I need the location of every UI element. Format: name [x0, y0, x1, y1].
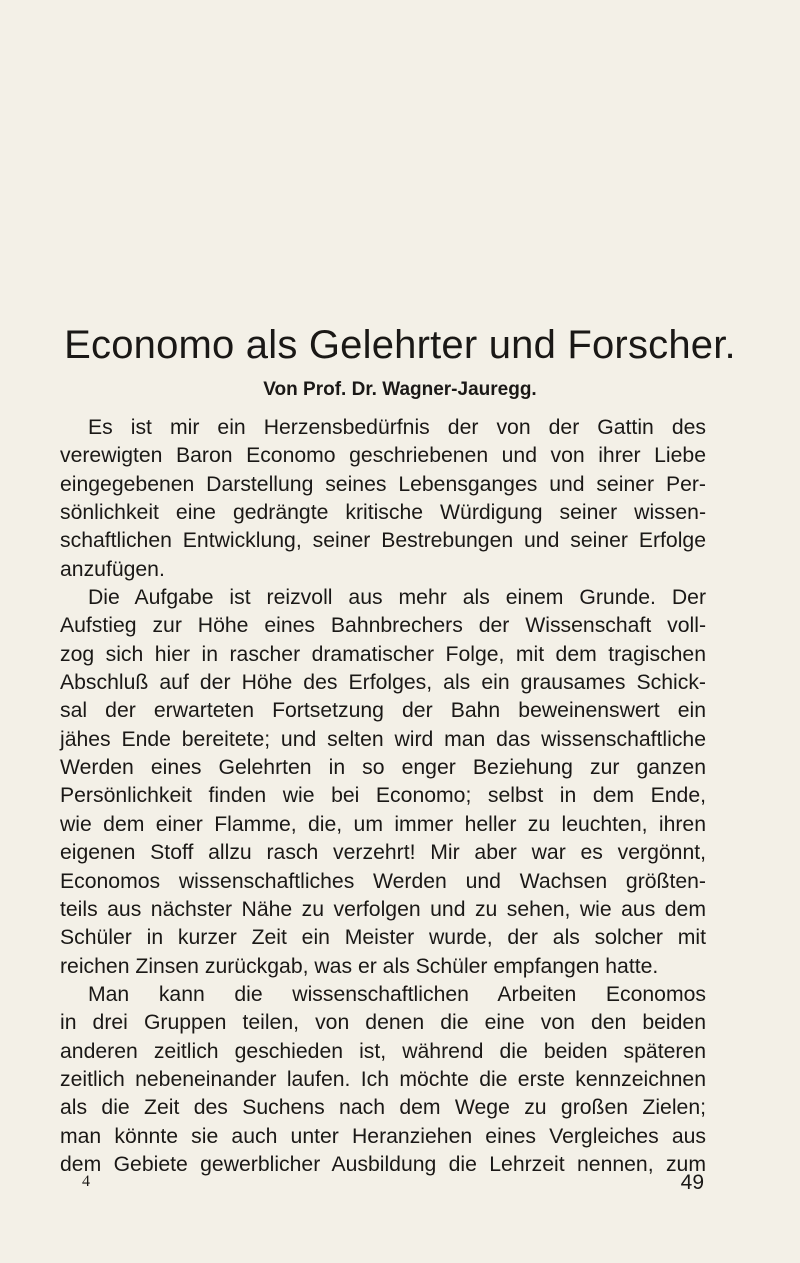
text-line: eigenen Stoff allzu rasch verzehrt! Mir aber war es vergönnt,: [60, 841, 706, 865]
text-line: man könnte sie auch unter Heranziehen eines Vergleiches aus: [60, 1124, 706, 1148]
text-line: teils aus nächster Nähe zu verfolgen und zu sehen, wie aus dem: [60, 897, 706, 921]
body-text: [60, 414, 706, 1179]
text-line: Man kann die wissenschaftlichen Arbeiten Economos: [88, 982, 706, 1006]
text-line: wie dem einer Flamme, die, um immer heller zu leuchten, ihren: [60, 812, 706, 836]
paragraph-2: [60, 584, 706, 981]
text-line: Abschluß auf der Höhe des Erfolges, als ein grausames Schick-: [60, 671, 706, 695]
text-line: eingegebenen Darstellung seines Lebensganges und seiner Per-: [60, 472, 706, 496]
text-line: anzufügen.: [60, 557, 165, 581]
text-line: Aufstieg zur Höhe eines Bahnbrechers der Wissenschaft voll-: [60, 614, 706, 638]
page-number: 49: [680, 1171, 704, 1194]
text-line: schaftlichen Entwicklung, seiner Bestrebungen und seiner Erfolge: [60, 529, 706, 553]
text-line: Werden eines Gelehrten in so enger Beziehung zur ganzen: [60, 756, 706, 780]
paragraph-3: [60, 981, 706, 1179]
text-line: anderen zeitlich geschieden ist, während die beiden späteren: [60, 1039, 706, 1063]
text-line: sal der erwarteten Fortsetzung der Bahn beweinenswert ein: [60, 699, 706, 723]
text-line: zog sich hier in rascher dramatischer Folge, mit dem tragischen: [60, 642, 706, 666]
text-line: in drei Gruppen teilen, von denen die eine von den beiden: [60, 1011, 706, 1035]
text-line: sönlichkeit eine gedrängte kritische Würdigung seiner wissen-: [60, 501, 706, 525]
text-line: jähes Ende bereitete; und selten wird man das wissenschaftliche: [60, 727, 706, 751]
author-byline: Von Prof. Dr. Wagner-Jauregg.: [263, 379, 537, 400]
text-line: zeitlich nebeneinander laufen. Ich möchte die erste kennzeichnen: [60, 1067, 706, 1091]
text-line: als die Zeit des Suchens nach dem Wege zu großen Zielen;: [60, 1096, 706, 1120]
chapter-title: Economo als Gelehrter und Forscher.: [64, 323, 736, 367]
text-line: Die Aufgabe ist reizvoll aus mehr als einem Grunde. Der: [88, 586, 706, 610]
text-line: Economos wissenschaftliches Werden und Wachsen größten-: [60, 869, 706, 893]
text-line: Es ist mir ein Herzensbedürfnis der von der Gattin des: [88, 416, 706, 439]
text-line: verewigten Baron Economo geschriebenen und von ihrer Liebe: [60, 444, 706, 468]
signature-mark: 4: [82, 1173, 90, 1190]
paragraph-1: [60, 414, 706, 584]
text-line: Schüler in kurzer Zeit ein Meister wurde, der als solcher mit: [60, 926, 706, 950]
text-line: Persönlichkeit finden wie bei Economo; selbst in dem Ende,: [60, 784, 706, 808]
text-line: reichen Zinsen zurückgab, was er als Schüler empfangen hatte.: [60, 954, 659, 978]
text-line: dem Gebiete gewerblicher Ausbildung die Lehrzeit nennen, zum: [60, 1152, 706, 1176]
